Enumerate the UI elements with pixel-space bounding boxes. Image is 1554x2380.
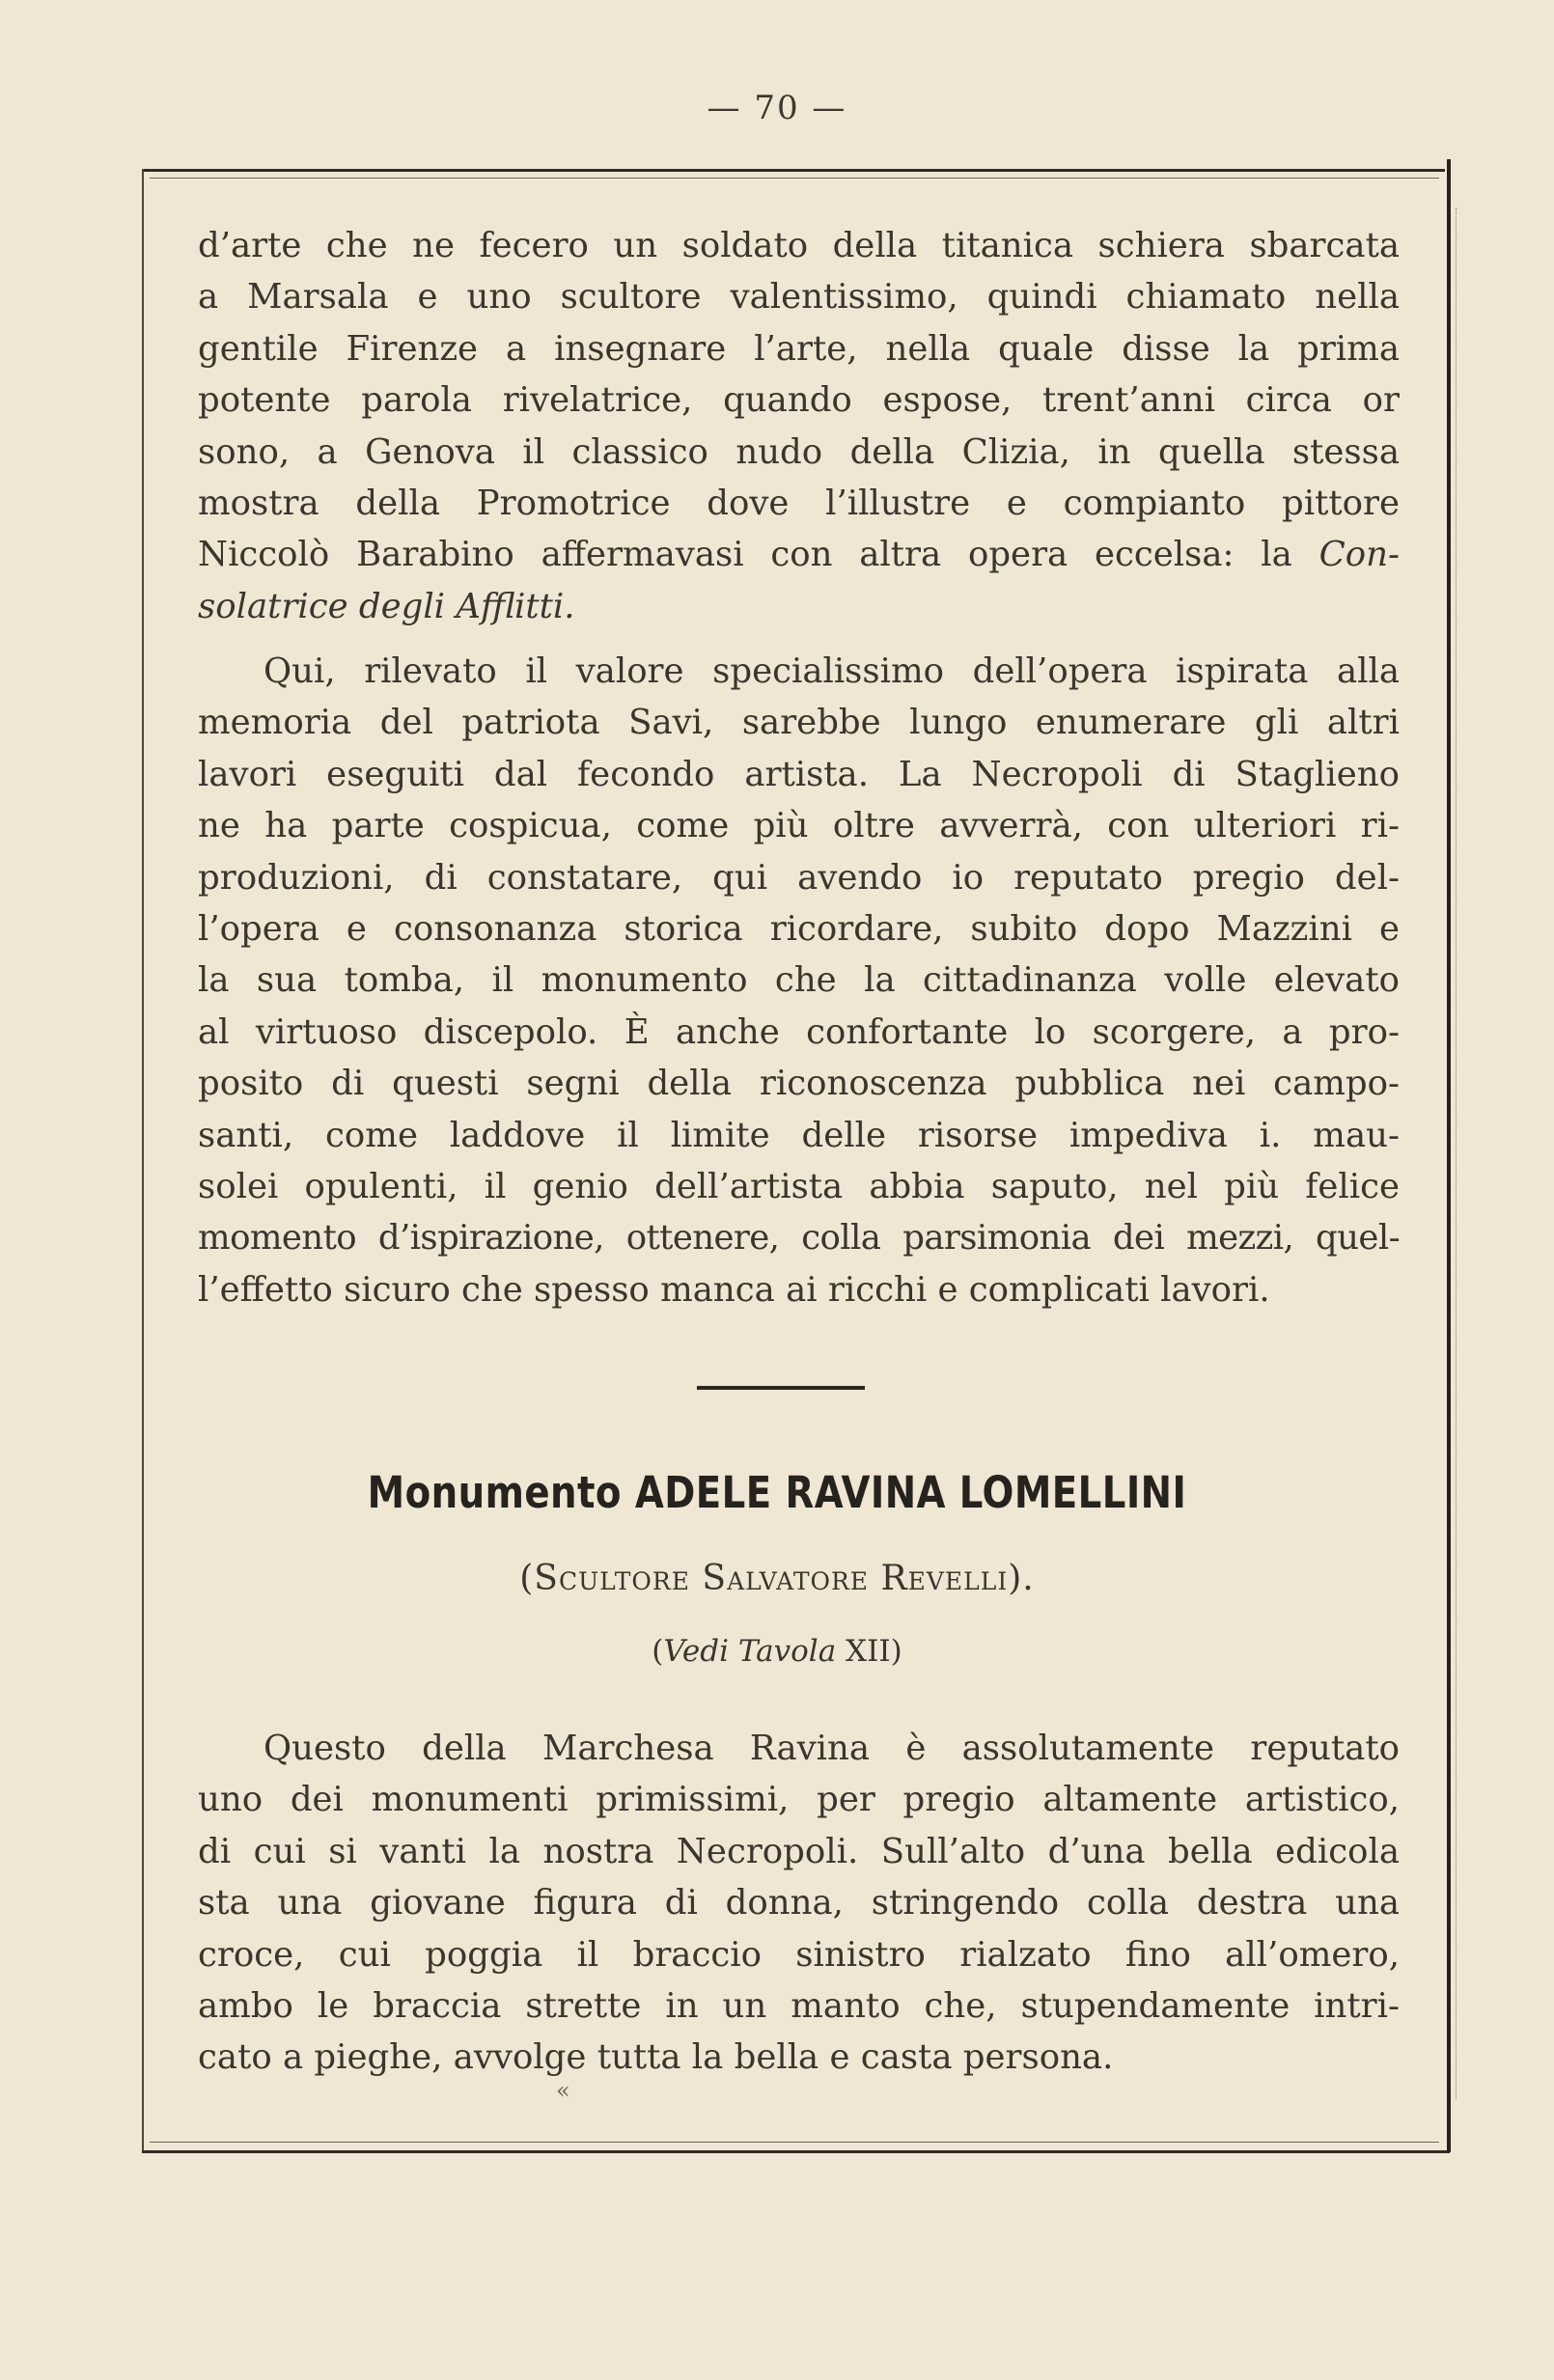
- frame-top-inner-rule: [150, 178, 1439, 179]
- text-segment: Niccolò Barabino affermavasi con altra opera eccelsa: la: [198, 535, 1292, 575]
- sculptor-credit: (Scultore Salvatore Revelli).: [519, 1559, 1035, 1598]
- text-line: [198, 529, 1400, 580]
- frame-top-rule: [142, 169, 1445, 172]
- section-separator: [697, 1386, 865, 1390]
- artwork-title-start: Con-: [1318, 535, 1400, 575]
- text-line: santi, come laddove il limite delle risorse impediva i. mau-: [198, 1115, 1400, 1155]
- frame-right-rule: [1447, 159, 1451, 2152]
- text-line: mostra della Promotrice dove l’illustre e compianto pittore: [198, 483, 1400, 523]
- frame-bottom-inner-rule: [150, 2142, 1439, 2143]
- paragraph-ravina: [198, 1723, 1400, 2084]
- section-heading: Monumento ADELE RAVINA LOMELLINI: [367, 1467, 1187, 1518]
- text-line: di cui si vanti la nostra Necropoli. Sull’alto d’una bella edicola: [198, 1831, 1400, 1871]
- text-line: produzioni, di constatare, qui avendo io reputato pregio del-: [198, 857, 1400, 898]
- artwork-title-end: solatrice degli Afflitti.: [198, 586, 575, 626]
- text-line: l’opera e consonanza storica ricordare, subito dopo Mazzini e: [198, 908, 1400, 949]
- text-line: solei opulenti, il genio dell’artista abbia saputo, nel più felice: [198, 1166, 1400, 1206]
- text-line: posito di questi segni della riconoscenza pubblica nei campo-: [198, 1064, 1400, 1104]
- text-line: gentile Firenze a insegnare l’arte, nella quale disse la prima: [198, 328, 1400, 369]
- signature-mark: «: [556, 2077, 570, 2104]
- text-line: ambo le braccia strette in un manto che, stupendamente intri-: [198, 1985, 1400, 2026]
- text-line: al virtuoso discepolo. È anche confortante lo scorgere, a pro-: [198, 1011, 1400, 1052]
- page-number: — 70 —: [707, 89, 847, 127]
- text-line: sta una giovane figura di donna, stringendo colla destra una: [198, 1883, 1400, 1923]
- text-line: sono, a Genova il classico nudo della Clizia, in quella stessa: [198, 431, 1400, 472]
- frame-bottom-rule: [142, 2150, 1450, 2153]
- text-line: croce, cui poggia il braccio sinistro rialzato fino all’omero,: [198, 1934, 1400, 1975]
- paragraph-continuation: [198, 220, 1400, 632]
- text-line: a Marsala e uno scultore valentissimo, quindi chiamato nella: [198, 277, 1400, 318]
- text-line: potente parola rivelatrice, quando espose, trent’anni circa or: [198, 380, 1400, 421]
- text-line: uno dei monumenti primissimi, per pregio altamente artistico,: [198, 1780, 1400, 1820]
- plate-reference: (Vedi Tavola XII): [652, 1634, 902, 1669]
- paragraph-savi: [198, 646, 1400, 1315]
- text-line: Qui, rilevato il valore specialissimo dell’opera ispirata alla: [264, 651, 1400, 691]
- frame-left-rule: [142, 169, 144, 2150]
- text-line: ne ha parte cospicua, come più oltre avverrà, con ulteriori ri-: [198, 806, 1400, 846]
- text-line: Questo della Marchesa Ravina è assolutamente reputato: [264, 1729, 1400, 1768]
- text-line: cato a pieghe, avvolge tutta la bella e casta persona.: [198, 2037, 1114, 2078]
- text-line: la sua tomba, il monumento che la cittadinanza volle elevato: [198, 960, 1400, 1001]
- text-line: l’effetto sicuro che spesso manca ai ricchi e complicati lavori.: [198, 1269, 1270, 1310]
- text-line: memoria del patriota Savi, sarebbe lungo enumerare gli altri: [198, 703, 1400, 743]
- text-line: lavori eseguiti dal fecondo artista. La Necropoli di Staglieno: [198, 754, 1400, 794]
- text-line: momento d’ispirazione, ottenere, colla parsimonia dei mezzi, quel-: [198, 1218, 1400, 1259]
- text-line: d’arte che ne fecero un soldato della titanica schiera sbarcata: [198, 226, 1400, 265]
- frame-right-inner-rule: [1456, 208, 1457, 2099]
- plate-reference-italic: Vedi Tavola: [663, 1634, 837, 1669]
